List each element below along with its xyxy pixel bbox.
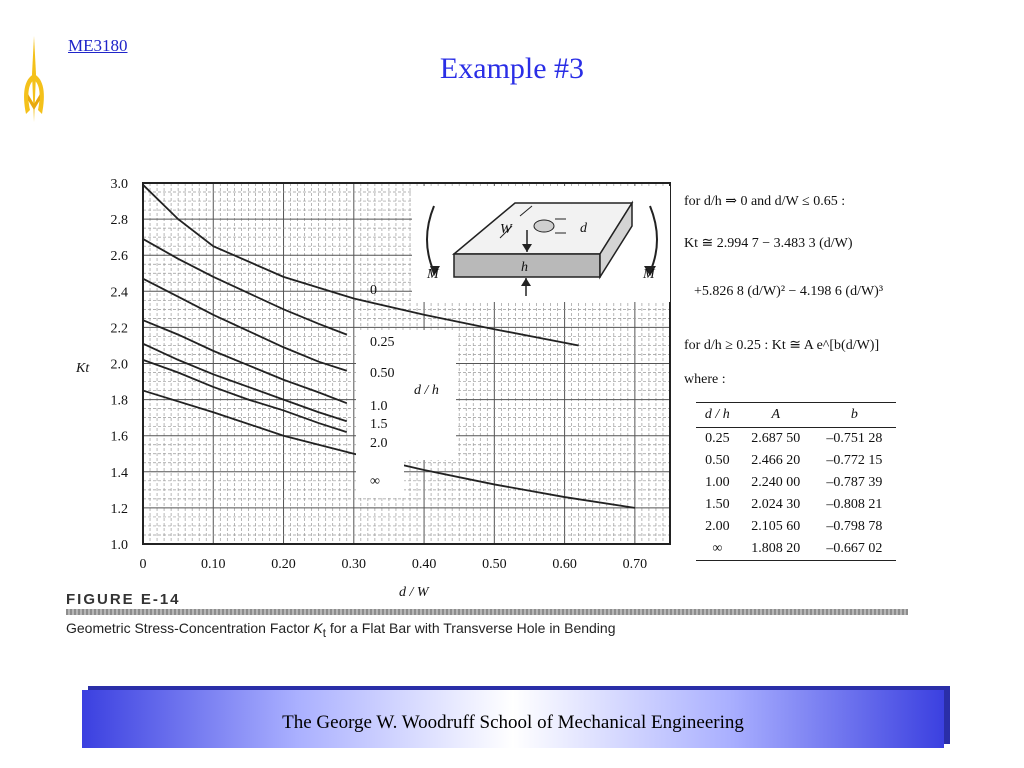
curve-label-0: 0 xyxy=(370,283,377,298)
inset-label-h: h xyxy=(521,260,528,275)
y-tick-label: 1.8 xyxy=(110,393,128,409)
y-tick-label: 3.0 xyxy=(110,177,128,192)
table-row: 0.25 2.687 50 –0.751 28 xyxy=(705,431,883,446)
y-axis-label: Kt xyxy=(76,361,90,376)
y-tick-label: 2.0 xyxy=(110,357,128,373)
table-header-a: A xyxy=(739,403,813,428)
footer-banner xyxy=(82,686,944,748)
curve-label-6: ∞ xyxy=(370,474,380,489)
legend-header: d / h xyxy=(414,383,439,398)
y-tick-label: 2.4 xyxy=(110,285,128,301)
y-tick-label: 1.4 xyxy=(110,465,128,481)
caption-var: K xyxy=(313,620,323,636)
caption-before: Geometric Stress-Concentration Factor xyxy=(66,620,314,636)
legend-panel-lower xyxy=(356,460,404,496)
y-tick-label: 2.6 xyxy=(110,249,128,265)
coefficient-table xyxy=(696,402,896,561)
formula-line-1: for d/h ⇒ 0 and d/W ≤ 0.65 : xyxy=(684,194,846,209)
y-tick-label: 1.2 xyxy=(110,501,128,517)
x-tick-label: 0.30 xyxy=(341,557,367,572)
y-tick-label: 2.8 xyxy=(110,213,128,229)
y-tick-label: 1.6 xyxy=(110,429,128,445)
x-tick-label: 0.50 xyxy=(482,557,507,572)
series-line-4 xyxy=(143,344,347,422)
table-row: 1.00 2.240 00 –0.787 39 xyxy=(705,475,883,490)
x-tick-label: 0.20 xyxy=(271,557,296,572)
inset-label-d: d xyxy=(580,221,587,236)
formula-line-5: where : xyxy=(684,372,726,387)
x-tick-label: 0.10 xyxy=(201,557,226,572)
footer-text: The George W. Woodruff School of Mechanical Engineering xyxy=(282,712,744,733)
figure-caption xyxy=(66,620,615,640)
x-tick-label: 0 xyxy=(139,557,147,572)
x-tick-label: 0.60 xyxy=(552,557,577,572)
y-tick-label: 1.0 xyxy=(110,538,128,553)
figure-rule xyxy=(66,609,908,615)
table-row: 1.50 2.024 30 –0.808 21 xyxy=(705,497,883,512)
x-axis-label: d / W xyxy=(399,585,429,600)
x-tick-label: 0.70 xyxy=(622,557,648,572)
figure-label: FIGURE E-14 xyxy=(66,591,181,608)
y-tick-label: 2.2 xyxy=(110,321,128,337)
curve-label-1: 0.25 xyxy=(370,335,395,350)
formula-line-3: +5.826 8 (d/W)² − 4.198 6 (d/W)³ xyxy=(694,284,884,299)
formula-line-4: for d/h ≥ 0.25 : Kt ≅ A e^[b(d/W)] xyxy=(684,338,880,353)
caption-sub: t xyxy=(322,626,327,640)
table-row: ∞ 1.808 20 –0.667 02 xyxy=(696,538,896,561)
curve-label-3: 1.0 xyxy=(370,399,388,414)
inset-label-w: W xyxy=(500,222,512,237)
curve-label-4: 1.5 xyxy=(370,417,388,432)
curve-label-5: 2.0 xyxy=(370,436,388,451)
table-row: 0.50 2.466 20 –0.772 15 xyxy=(705,453,883,468)
inset-label-m-right: M xyxy=(643,267,655,282)
curve-label-2: 0.50 xyxy=(370,366,395,381)
series-line-5 xyxy=(143,360,347,432)
formula-line-2: Kt ≅ 2.994 7 − 3.483 3 (d/W) xyxy=(684,236,853,251)
table-row: 2.00 2.105 60 –0.798 78 xyxy=(705,519,883,534)
course-code: ME3180 xyxy=(68,36,128,55)
caption-after: for a Flat Bar with Transverse Hole in Bending xyxy=(326,620,616,636)
table-header-b: b xyxy=(813,403,896,428)
table-header-dh: d / h xyxy=(696,403,739,428)
slide-title: Example #3 xyxy=(439,52,585,85)
inset-label-m-left: M xyxy=(427,267,439,282)
x-tick-label: 0.40 xyxy=(411,557,437,572)
